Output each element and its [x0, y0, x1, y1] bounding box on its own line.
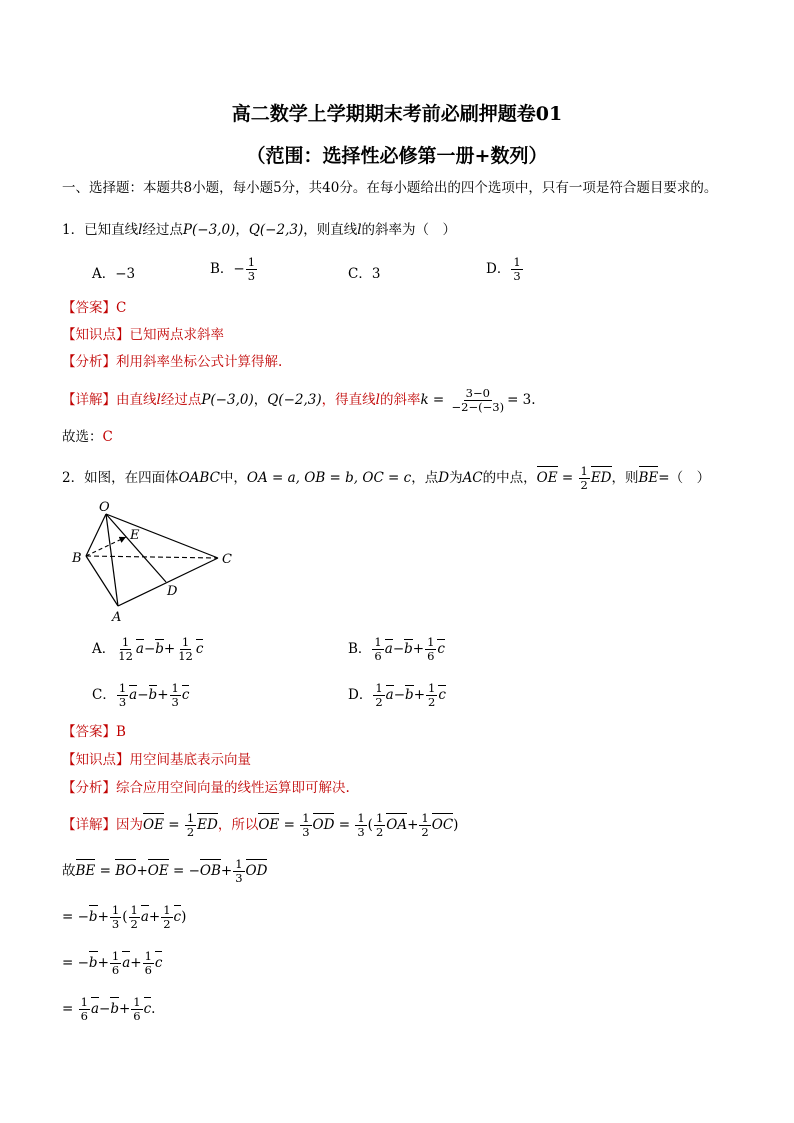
q2-detail-line3: = −b+ $\frac{1}{3}$ ( $\frac{1}{2}$ a+ $\frac{1}{2}$ c) — [62, 903, 187, 931]
q2-analysis: 【分析】综合应用空间向量的线性运算即可解决. — [62, 780, 350, 796]
q1-analysis: 【分析】利用斜率坐标公式计算得解. — [62, 354, 283, 370]
q2-detail-line4: = −b+ $\frac{1}{6}$ a+ $\frac{1}{6}$ c — [62, 949, 163, 977]
segment-od — [106, 514, 166, 582]
page-title: 高二数学上学期期末考前必刷押题卷01 — [231, 103, 563, 125]
label-b: B — [72, 551, 82, 566]
page-subtitle: （范围：选择性必修第一册+数列） — [246, 145, 548, 167]
q2-option-a: A． $\frac{1}{12}$ a−b+ $\frac{1}{12}$ c — [92, 635, 204, 663]
label-e: E — [130, 528, 140, 543]
q2-option-c: C． $\frac{1}{3}$ a−b+ $\frac{1}{3}$ c — [92, 681, 190, 709]
label-d: D — [167, 584, 178, 599]
label-o: O — [99, 500, 110, 515]
q2-option-d: D． $\frac{1}{2}$ a−b+ $\frac{1}{2}$ c — [348, 681, 446, 709]
section-intro: 一、选择题：本题共8小题，每小题5分，共40分。在每小题给出的四个选项中，只有一项是符合题目要求的。 — [62, 180, 718, 196]
q1-option-b: B．− $\frac{1}{3}$ — [210, 255, 256, 283]
label-c: C — [222, 552, 232, 567]
q1-answer: 【答案】C — [62, 300, 127, 316]
q2-stem: 2．如图，在四面体OABC中，OA = a, OB = b, OC = c，点D为AC的中点，OE = $\frac{1}{2}$ ED，则BE=（ ） — [62, 464, 711, 492]
q2-detail-line5: = $\frac{1}{6}$ a−b+ $\frac{1}{6}$ c. — [62, 995, 156, 1023]
label-a: A — [112, 610, 122, 625]
edge-bc-hidden — [86, 556, 218, 558]
edge-ba — [86, 556, 118, 606]
q2-detail-line1: 【详解】因为OE = $\frac{1}{2}$ ED，所以OE = $\frac{1}{3}$ OD = $\frac{1}{3}$ ( $\frac{1}{2}$ OA+ $\frac{1}{2}$ OC) — [62, 811, 459, 839]
q2-answer: 【答案】B — [62, 724, 126, 740]
edge-oa — [106, 514, 118, 606]
q1-final: 故选：C — [62, 429, 113, 445]
q2-option-b: B． $\frac{1}{6}$ a−b+ $\frac{1}{6}$ c — [348, 635, 445, 663]
vector-be — [86, 537, 126, 556]
tetrahedron-diagram — [66, 496, 246, 626]
q1-detail: 【详解】由直线l经过点P(−3,0)，Q(−2,3)，得直线l的斜率k = $\frac{3-0}{-2-(-3)}$ = 3. — [62, 386, 536, 414]
q1-option-a: A．−3 — [92, 266, 136, 282]
q1-option-d: D． $\frac{1}{3}$ — [486, 255, 521, 283]
q2-knowledge-point: 【知识点】用空间基底表示向量 — [62, 752, 251, 768]
q1-stem: 1．已知直线l经过点P(−3,0)，Q(−2,3)，则直线l的斜率为（ ） — [62, 222, 457, 238]
q1-knowledge-point: 【知识点】已知两点求斜率 — [62, 327, 224, 343]
q2-detail-line2: 故BE = BO+OE = −OB+ $\frac{1}{3}$ OD — [62, 857, 268, 885]
edge-oc — [106, 514, 218, 558]
edge-ob — [86, 514, 106, 556]
q1-option-c: C．3 — [348, 266, 381, 282]
